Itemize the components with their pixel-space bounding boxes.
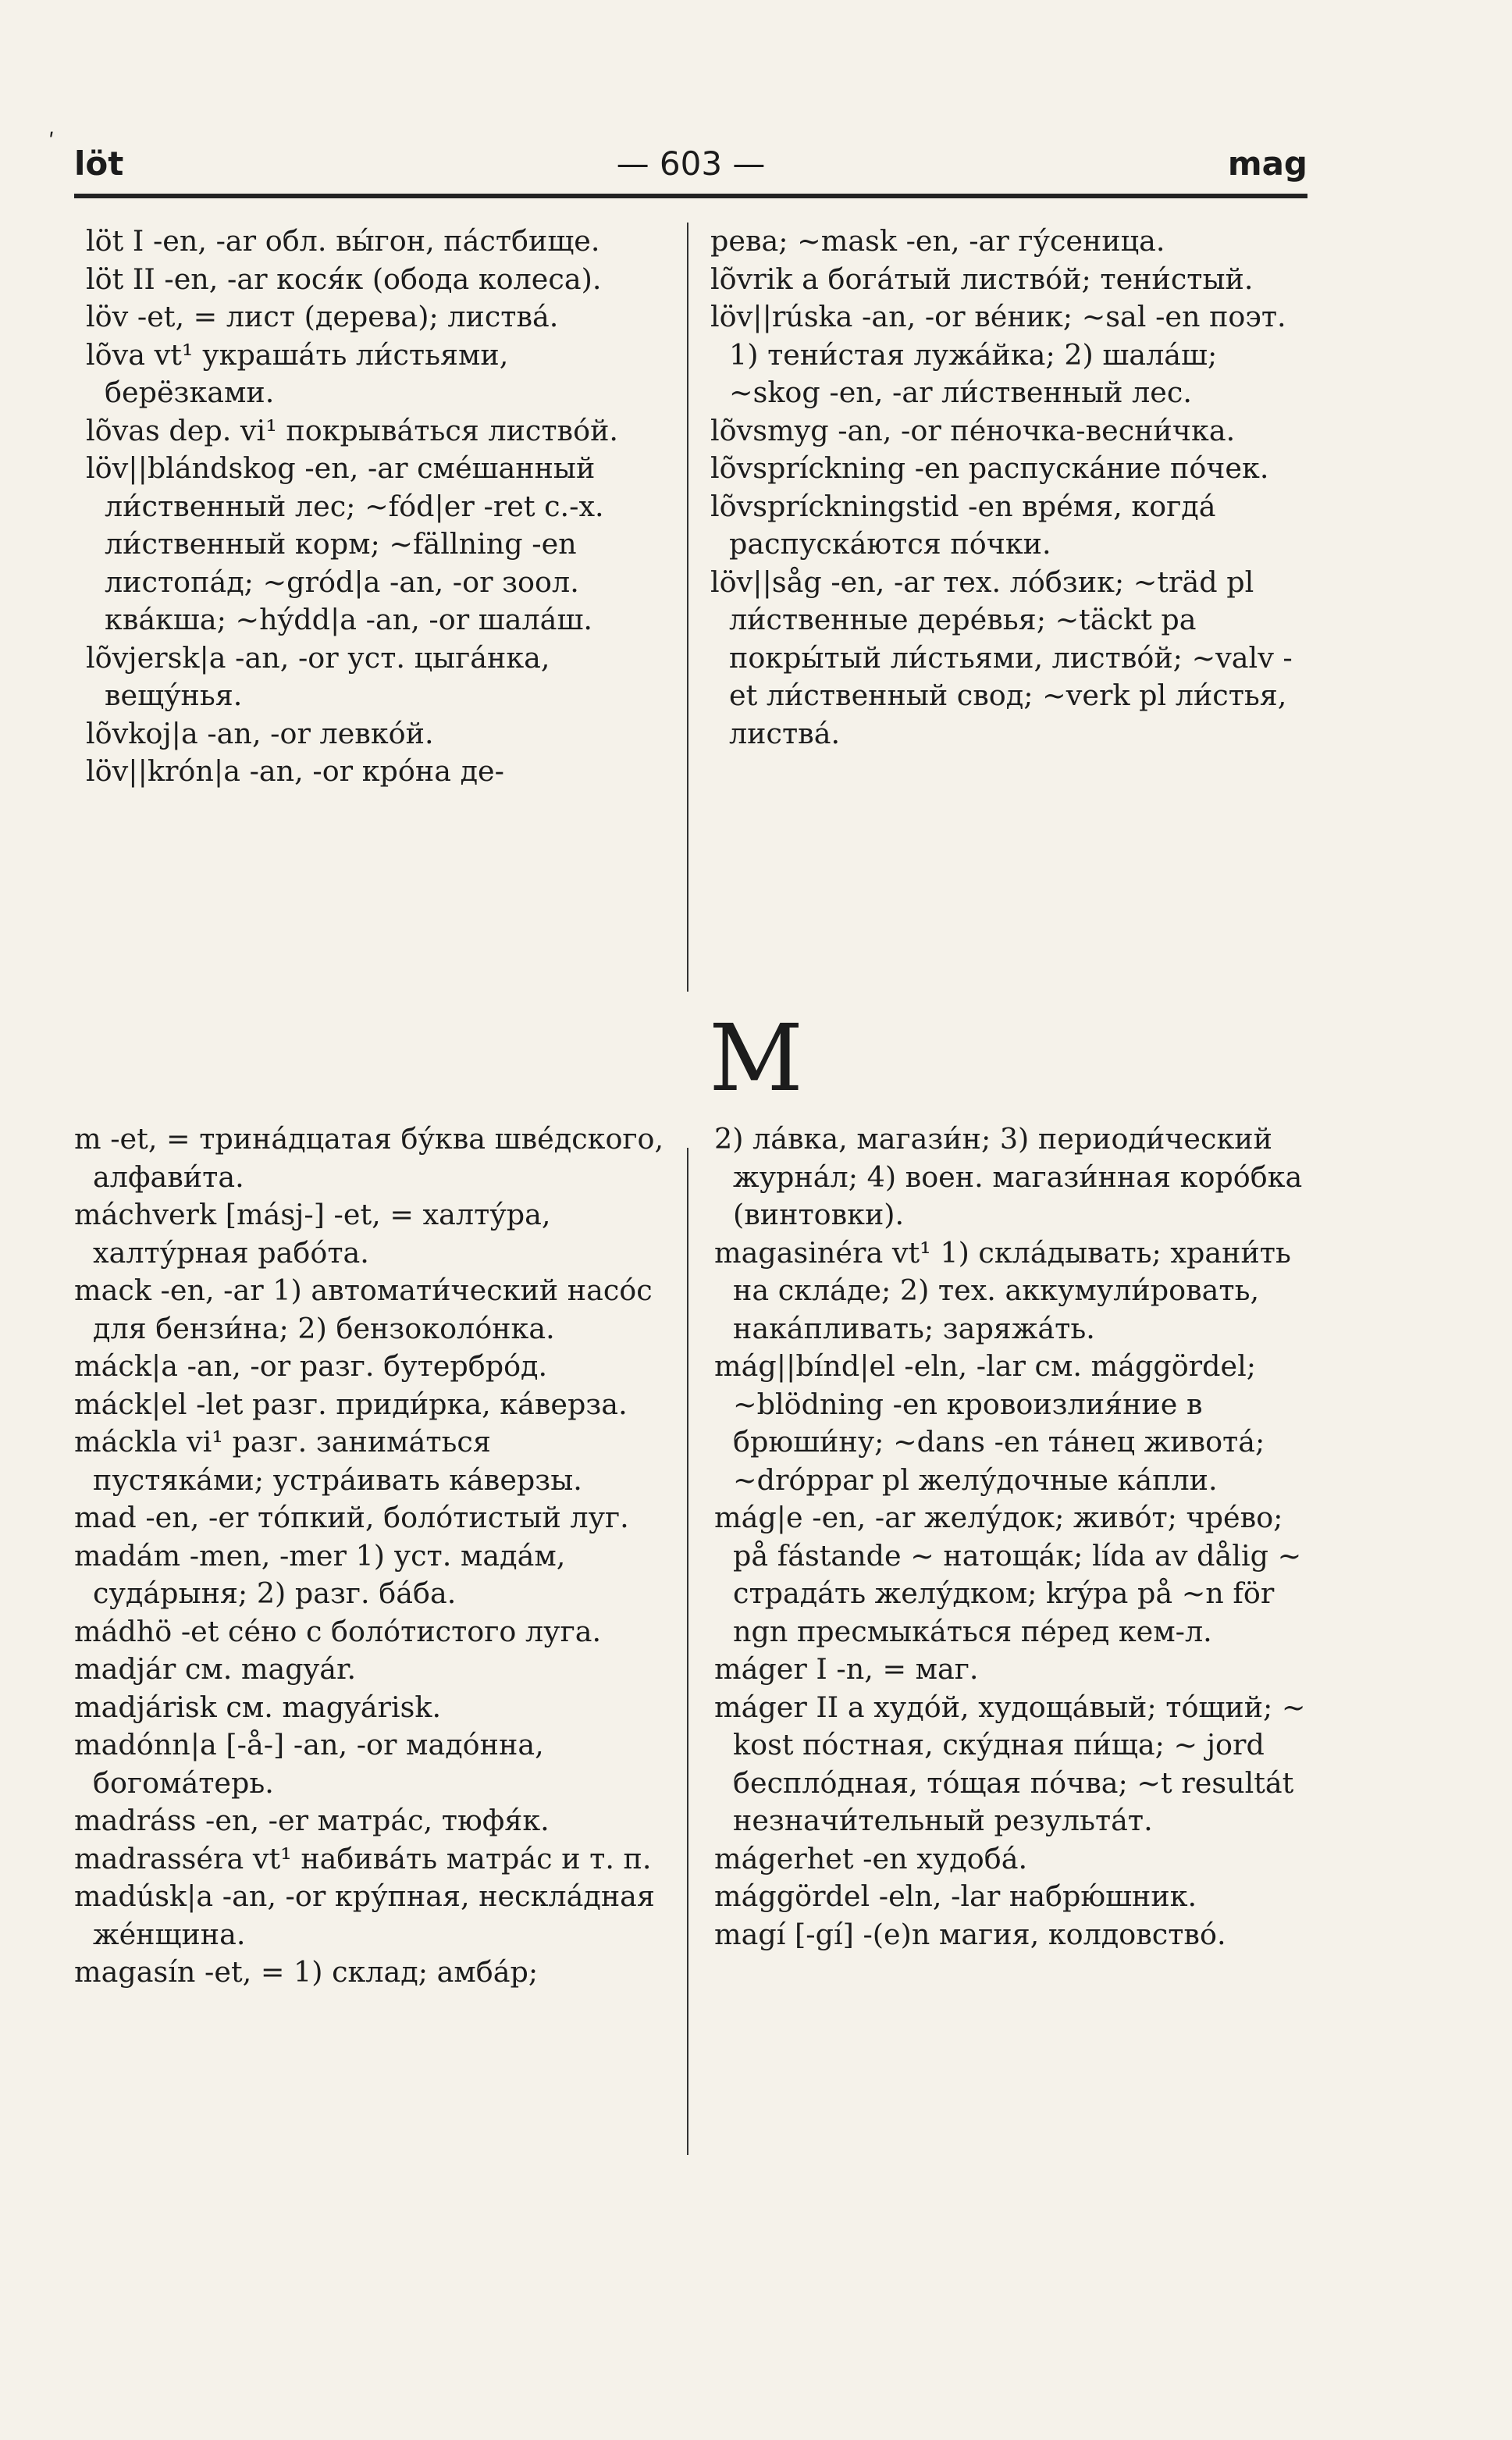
dictionary-entry: máck|a -an, -or разг. бутербро́д. <box>74 1349 548 1383</box>
dictionary-entry: 2) ла́вка, магази́н; 3) периоди́ческий журна́л; 4) воен. магази́нная коро́бка (винтовки). <box>714 1122 1303 1231</box>
dictionary-entry: lõvkoj|a -an, -or левко́й. <box>86 716 434 750</box>
dictionary-entry: mágerhet -en худоба́. <box>714 1841 1028 1875</box>
dictionary-entry: löv||rúska -an, -or ве́ник; ~sal -en поэт. 1) тени́стая лужа́йка; 2) шала́ш; ~skog -en, -ar ли́ственный лес. <box>710 300 1286 409</box>
right-running-headword: mag <box>1227 144 1307 183</box>
dictionary-entry: madónn|a [-å-] -an, -or мадо́нна, богома́терь. <box>74 1728 544 1800</box>
page-number: — 603 — <box>616 144 766 183</box>
dictionary-entry: mág|e -en, -ar желу́док; живо́т; чре́во; på fástande ~ натоща́к; lída av dålig ~ страда́ть желу́дком; krýpa på ~n för ngn пресмыка́ться пе́ред кем-л. <box>714 1501 1302 1648</box>
dictionary-entry: mádhö -et се́но с боло́тистого луга. <box>74 1614 602 1648</box>
dictionary-entry: madjárisk см. magyárisk. <box>74 1690 442 1724</box>
dictionary-entry: löv -et, = лист (дерева); листва́. <box>86 300 559 333</box>
header-rule <box>74 194 1307 198</box>
top-right-column <box>710 223 1315 753</box>
dictionary-entry: löv||såg -en, -ar тех. ло́бзик; ~träd pl ли́ственные дере́вья; ~täckt pa покры́тый ли́стьями, листво́й; ~valv -et ли́ственный свод; ~verk pl ли́стья, листва́. <box>710 565 1293 750</box>
dictionary-entry: lõva vt¹ украша́ть ли́стьями, берёзками. <box>86 337 509 409</box>
dictionary-entry: löv||krón|a -an, -or кро́на де- <box>86 754 504 788</box>
print-mark: ʹ <box>48 129 55 155</box>
dictionary-entry: magasín -et, = 1) склад; амба́р; <box>74 1955 539 1989</box>
dictionary-entry: mack -en, -ar 1) автомати́ческий насо́с для бензи́на; 2) бензоколо́нка. <box>74 1273 653 1345</box>
dictionary-entry: lõvsmyg -an, -or пе́ночка-весни́чка. <box>710 413 1236 447</box>
left-running-headword: löt <box>74 144 124 183</box>
dictionary-entry: máger I -n, = маг. <box>714 1652 979 1686</box>
column-divider <box>687 1148 688 2155</box>
dictionary-entry: madúsk|a -an, -or кру́пная, нескла́дная же́нщина. <box>74 1879 655 1951</box>
dictionary-entry: máchverk [másj-] -et, = халту́ра, халту́рная рабо́та. <box>74 1198 551 1270</box>
dictionary-entry: löt I -en, -ar обл. вы́гон, па́стбище. <box>86 224 600 258</box>
dictionary-entry: máger II a худо́й, худоща́вый; то́щий; ~ kost по́стная, ску́дная пи́ща; ~ jord беспло́дная, то́щая по́чва; ~t resultát незначи́тельный результа́т. <box>714 1690 1306 1837</box>
section-letter: M <box>709 1004 803 1112</box>
dictionary-entry: lõvas dep. vi¹ покрыва́ться листво́й. <box>86 413 619 447</box>
dictionary-entry: mad -en, -er то́пкий, боло́тистый луг. <box>74 1501 629 1534</box>
dictionary-entry: mág||bínd|el -eln, -lar см. mággördel; ~blödning -en кровоизлия́ние в брюши́ну; ~dans -en та́нец живота́; ~dróppar pl желу́дочные ка́пли. <box>714 1349 1265 1497</box>
dictionary-entry: madám -men, -mer 1) уст. мада́м, суда́рыня; 2) разг. ба́ба. <box>74 1538 566 1610</box>
dictionary-entry: lõvjersk|a -an, -or уст. цыга́нка, вещу́нья. <box>86 640 550 712</box>
top-left-column <box>86 223 667 791</box>
dictionary-entry: madráss -en, -er матра́с, тюфя́к. <box>74 1804 550 1837</box>
bottom-left-column <box>74 1120 667 1992</box>
bottom-right-column <box>714 1120 1311 1954</box>
dictionary-entry: magí [-gí] -(e)n магия, колдовство́. <box>714 1917 1226 1951</box>
dictionary-entry: lõvspríckningstid -en вре́мя, когда́ распуска́ются по́чки. <box>710 489 1216 561</box>
dictionary-entry: рева; ~mask -en, -ar гу́сеница. <box>710 224 1165 258</box>
dictionary-entry: lõvrik a бога́тый листво́й; тени́стый. <box>710 262 1254 296</box>
dictionary-entry: lõvspríckning -en распуска́ние по́чек. <box>710 451 1269 485</box>
dictionary-entry: löv||blándskog -en, -ar сме́шанный ли́ственный лес; ~fód|er -ret с.-х. ли́ственный корм; ~fällning -en листопа́д; ~gród|a -an, -or зоол. ква́кша; ~hýdd|a -an, -or шала́ш. <box>86 451 604 636</box>
dictionary-entry: máckla vi¹ разг. занима́ться пустяка́ми; устра́ивать ка́верзы. <box>74 1425 582 1497</box>
dictionary-entry: m -et, = трина́дцатая бу́ква шве́дского, алфави́та. <box>74 1122 664 1194</box>
dictionary-entry: madjár см. magyár. <box>74 1652 357 1686</box>
dictionary-entry: magasinéra vt¹ 1) скла́дывать; храни́ть на скла́де; 2) тех. аккумули́ровать, нака́пливать; заряжа́ть. <box>714 1235 1291 1345</box>
page-header <box>74 144 1307 191</box>
column-divider <box>687 223 688 992</box>
dictionary-entry: máck|el -let разг. приди́рка, ка́верза. <box>74 1387 628 1421</box>
dictionary-entry: mággördel -eln, -lar набрю́шник. <box>714 1879 1197 1913</box>
dictionary-entry: löt II -en, -ar кося́к (обода колеса). <box>86 262 602 296</box>
dictionary-entry: madrasséra vt¹ набива́ть матра́с и т. п. <box>74 1841 652 1875</box>
